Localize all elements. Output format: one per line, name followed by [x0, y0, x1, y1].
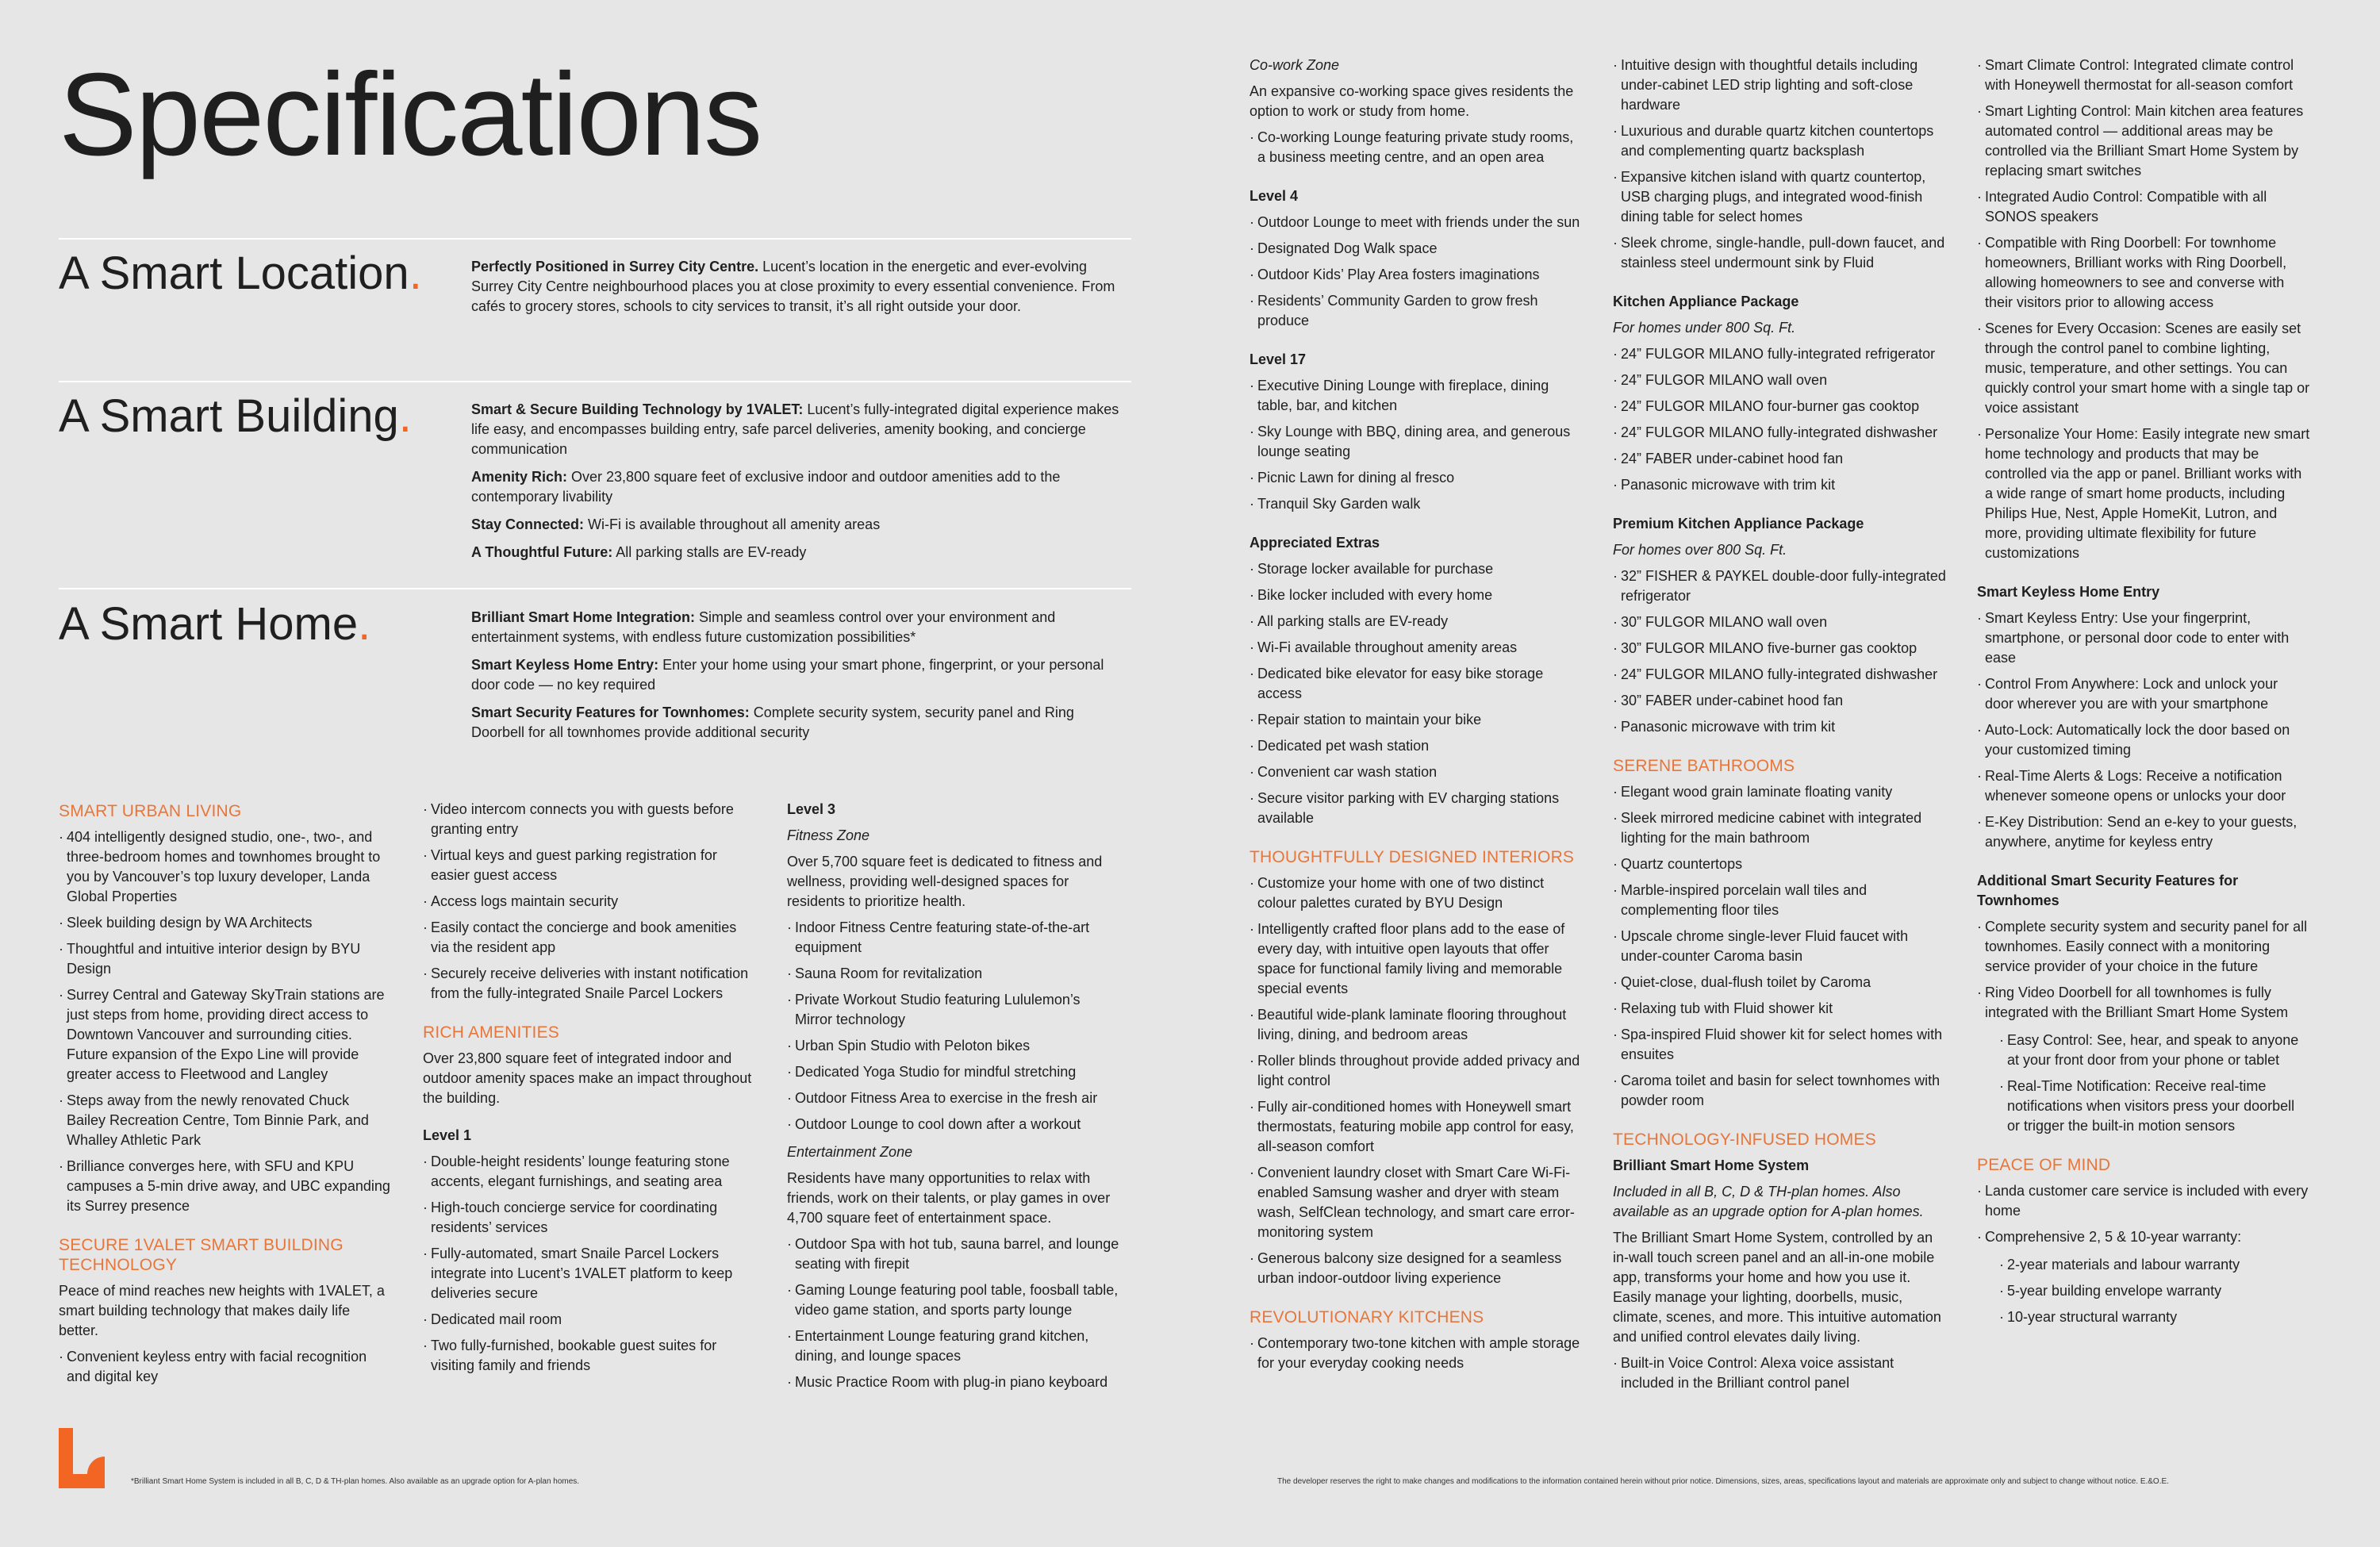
footnote-right: The developer reserves the right to make changes and modifications to the information contained herein without prior notice. Dimensions, sizes, areas, specifications layout and materials are approximate only and subject to change without notice. E.&O.E. — [1277, 1477, 2169, 1486]
intro-text: Lucent’s location in the energetic and ever-evolving Surrey City Centre neighbourhood places you at close proximity to every essential convenience. From cafés to grocery stores, schools to city services to transit, it’s all right outside your door. — [471, 259, 1115, 314]
list-item: · Outdoor Lounge to meet with friends under the sun — [1250, 213, 1583, 232]
list-item: · Outdoor Lounge to cool down after a workout — [787, 1115, 1120, 1134]
italic-subheading: Entertainment Zone — [787, 1144, 913, 1160]
subheading: Premium Kitchen Appliance Package — [1613, 516, 1864, 532]
divider — [59, 238, 1131, 240]
list-item: · Sauna Room for revitalization — [787, 964, 1120, 984]
bullet-list — [1977, 1031, 2310, 1136]
list-item: · Outdoor Fitness Area to exercise in the fresh air — [787, 1088, 1120, 1108]
list-item: · Outdoor Kids’ Play Area fosters imaginations — [1250, 265, 1583, 285]
intro-paragraph — [471, 543, 1130, 562]
list-item: · 2-year materials and labour warranty — [1999, 1255, 2310, 1275]
list-item: · Beautiful wide-plank laminate flooring throughout living, dining, and bedroom areas — [1250, 1005, 1583, 1045]
list-item: · Dedicated Yoga Studio for mindful stretching — [787, 1062, 1120, 1082]
list-item: · Complete security system and security panel for all townhomes. Easily connect with a monitoring service provider of your choice in the future — [1977, 917, 2310, 977]
bullet-list — [1250, 128, 1583, 167]
section-heading: SECURE 1VALET SMART BUILDING TECHNOLOGY — [59, 1236, 344, 1274]
list-item: · 24” FULGOR MILANO fully-integrated dishwasher — [1613, 423, 1946, 443]
spacer — [1250, 522, 1583, 533]
list-item: · 24” FULGOR MILANO four-burner gas cooktop — [1613, 397, 1946, 416]
italic-subheading: Included in all B, C, D & TH-plan homes. Also available as an upgrade option for A-plan homes. — [1613, 1184, 1924, 1219]
intro-text: Enter your home using your smart phone, fingerprint, or your personal door code — no key required — [471, 657, 1104, 693]
intro-lead: Brilliant Smart Home Integration: — [471, 609, 696, 625]
spacer — [423, 1115, 756, 1126]
list-item: · Caroma toilet and basin for select townhomes with powder room — [1613, 1071, 1946, 1111]
intro-paragraph — [471, 257, 1130, 317]
spacer — [1613, 281, 1946, 292]
list-item: · Scenes for Every Occasion: Scenes are easily set through the control panel to combine lighting, music, temperature, and other settings. You can quickly control your smart home with a single tap or voice assistant — [1977, 319, 2310, 418]
bullet-list — [1977, 1181, 2310, 1247]
intro-lead: Smart & Secure Building Technology by 1VALET: — [471, 401, 804, 417]
divider — [59, 588, 1131, 589]
list-item: · Sleek chrome, single-handle, pull-down faucet, and stainless steel undermount sink by Fluid — [1613, 233, 1946, 273]
list-item: · Personalize Your Home: Easily integrate new smart home technology and products that may be controlled via the app or panel. Brilliant works with a wide range of smart home products, including Philips Hue, Nest, Apple HomeKit, Lutron, and more, providing ultimate flexibility for future customizations — [1977, 424, 2310, 563]
list-item: · Real-Time Alerts & Logs: Receive a notification whenever someone opens or unlocks your door — [1977, 766, 2310, 806]
list-item: · Real-Time Notification: Receive real-time notifications when visitors press your doorbell or trigger the built-in motion sensors — [1999, 1077, 2310, 1136]
list-item: · Elegant wood grain laminate floating vanity — [1613, 782, 1946, 802]
spacer — [59, 1224, 392, 1235]
footnote-left: *Brilliant Smart Home System is included in all B, C, D & TH-plan homes. Also available as an upgrade option for A-plan homes. — [131, 1477, 580, 1486]
list-item: · Quartz countertops — [1613, 854, 1946, 874]
list-item: · Roller blinds throughout provide added privacy and light control — [1250, 1051, 1583, 1091]
list-item: · Sleek building design by WA Architects — [59, 913, 392, 933]
paragraph: Residents have many opportunities to relax with friends, work on their talents, or play games in over 4,700 square feet of entertainment space. — [787, 1170, 1111, 1226]
list-item: · 24” FULGOR MILANO fully-integrated refrigerator — [1613, 344, 1946, 364]
page-title: Specifications — [59, 49, 762, 180]
intro-paragraph — [471, 608, 1130, 647]
list-item: · Two fully-furnished, bookable guest suites for visiting family and friends — [423, 1336, 756, 1376]
list-item: · Expansive kitchen island with quartz countertop, USB charging plugs, and integrated wood-finish dining table for select homes — [1613, 167, 1946, 227]
list-item: · Smart Climate Control: Integrated climate control with Honeywell thermostat for all-season comfort — [1977, 56, 2310, 95]
intro-lead: Stay Connected: — [471, 516, 585, 532]
bullet-list — [787, 918, 1120, 1134]
list-item: · Built-in Voice Control: Alexa voice assistant included in the Brilliant control panel — [1613, 1353, 1946, 1393]
list-item: · Relaxing tub with Fluid shower kit — [1613, 999, 1946, 1019]
list-item: · Intelligently crafted floor plans add to the ease of every day, with intuitive open layouts that offer space for functional family living and memorable special events — [1250, 919, 1583, 999]
list-item: · Residents’ Community Garden to grow fresh produce — [1250, 291, 1583, 331]
subheading: Level 3 — [787, 801, 836, 817]
italic-subheading: For homes under 800 Sq. Ft. — [1613, 320, 1796, 336]
spacer — [1977, 1144, 2310, 1155]
paragraph: Over 23,800 square feet of integrated indoor and outdoor amenity spaces make an impact throughout the building. — [423, 1050, 752, 1106]
intro-text: Over 23,800 square feet of exclusive indoor and outdoor amenities add to the contemporary livability — [471, 469, 1061, 505]
intro-lead: Perfectly Positioned in Surrey City Centre. — [471, 259, 759, 274]
list-item: · Compatible with Ring Doorbell: For townhome homeowners, Brilliant works with Ring Doorbell, allowing homeowners to see and converse with their visitors prior to allowing access — [1977, 233, 2310, 313]
list-item: · Entertainment Lounge featuring grand kitchen, dining, and lounge spaces — [787, 1326, 1120, 1366]
list-item: · Panasonic microwave with trim kit — [1613, 475, 1946, 495]
list-item: · Auto-Lock: Automatically lock the door based on your customized timing — [1977, 720, 2310, 760]
bullet-list — [1613, 344, 1946, 495]
spacer — [1977, 571, 2310, 582]
list-item: · Repair station to maintain your bike — [1250, 710, 1583, 730]
section-heading: SMART URBAN LIVING — [59, 802, 242, 820]
list-item: · Ring Video Doorbell for all townhomes is fully integrated with the Brilliant Smart Home System — [1977, 983, 2310, 1023]
bullet-list — [1977, 917, 2310, 1023]
list-item: · Landa customer care service is included with every home — [1977, 1181, 2310, 1221]
list-item: · 32” FISHER & PAYKEL double-door fully-integrated refrigerator — [1613, 566, 1946, 606]
list-item: · Video intercom connects you with guests before granting entry — [423, 800, 756, 839]
bullet-list — [1613, 566, 1946, 737]
list-item: · Quiet-close, dual-flush toilet by Caroma — [1613, 973, 1946, 992]
list-item: · Convenient laundry closet with Smart Care Wi-Fi-enabled Samsung washer and dryer with steam wash, SelfClean technology, and smart care error-monitoring system — [1250, 1163, 1583, 1242]
spacer — [1613, 745, 1946, 756]
section-heading: TECHNOLOGY-INFUSED HOMES — [1613, 1130, 1876, 1149]
list-item: · Easy Control: See, hear, and speak to anyone at your front door from your phone or tablet — [1999, 1031, 2310, 1070]
list-item: · Access logs maintain security — [423, 892, 756, 912]
list-item: · Convenient keyless entry with facial recognition and digital key — [59, 1347, 392, 1387]
list-item: · Smart Lighting Control: Main kitchen area features automated control — additional areas may be controlled via the Brilliant Smart Home System by replacing smart switches — [1977, 102, 2310, 181]
subheading: Level 17 — [1250, 351, 1307, 367]
spec-column-4 — [1250, 56, 1583, 1381]
spec-column-1 — [59, 801, 392, 1395]
list-item: · Urban Spin Studio with Peloton bikes — [787, 1036, 1120, 1056]
list-item: · Upscale chrome single-lever Fluid faucet with under-counter Caroma basin — [1613, 927, 1946, 966]
section-heading: REVOLUTIONARY KITCHENS — [1250, 1308, 1484, 1326]
spec-column-3 — [787, 800, 1120, 1400]
list-item: · Double-height residents’ lounge featuring stone accents, elegant furnishings, and seating area — [423, 1152, 756, 1192]
subheading: Level 1 — [423, 1127, 472, 1143]
intro-lead: Smart Security Features for Townhomes: — [471, 704, 750, 720]
spec-column-2 — [423, 800, 756, 1384]
bullet-list — [1613, 782, 1946, 1111]
paragraph: Peace of mind reaches new heights with 1VALET, a smart building technology that makes daily life better. — [59, 1283, 385, 1338]
subheading: Appreciated Extras — [1250, 535, 1380, 551]
list-item: · Contemporary two-tone kitchen with ample storage for your everyday cooking needs — [1250, 1334, 1583, 1373]
list-item: · Wi-Fi available throughout amenity areas — [1250, 638, 1583, 658]
intro-lead: A Thoughtful Future: — [471, 544, 613, 560]
spacer — [1250, 175, 1583, 186]
list-item: · Dedicated bike elevator for easy bike storage access — [1250, 664, 1583, 704]
list-item: · Sleek mirrored medicine cabinet with integrated lighting for the main bathroom — [1613, 808, 1946, 848]
list-item: · Bike locker included with every home — [1250, 585, 1583, 605]
list-item: · Secure visitor parking with EV charging stations available — [1250, 789, 1583, 828]
intro-lead: Amenity Rich: — [471, 469, 568, 485]
subheading: Brilliant Smart Home System — [1613, 1157, 1810, 1173]
bullet-list — [1613, 56, 1946, 273]
spacer — [1250, 1296, 1583, 1307]
list-item: · Music Practice Room with plug-in piano keyboard — [787, 1372, 1120, 1392]
subheading: Kitchen Appliance Package — [1613, 294, 1799, 309]
list-item: · Integrated Audio Control: Compatible with all SONOS speakers — [1977, 187, 2310, 227]
subheading: Additional Smart Security Features for Townhomes — [1977, 873, 2239, 908]
list-item: · Customize your home with one of two distinct colour palettes curated by BYU Design — [1250, 873, 1583, 913]
smart-building-heading: A Smart Building. — [59, 390, 412, 442]
list-item: · 404 intelligently designed studio, one-, two-, and three-bedroom homes and townhomes brought to you by Vancouver’s top luxury developer, Landa Global Properties — [59, 827, 392, 907]
list-item: · Dedicated mail room — [423, 1310, 756, 1330]
italic-subheading: Fitness Zone — [787, 827, 870, 843]
intro-text: Wi-Fi is available throughout all amenity areas — [584, 516, 881, 532]
list-item: · Luxurious and durable quartz kitchen countertops and complementing quartz backsplash — [1613, 121, 1946, 161]
bullet-list — [1250, 1334, 1583, 1373]
intro-lead: Smart Keyless Home Entry: — [471, 657, 659, 673]
intro-paragraph — [471, 467, 1130, 507]
list-item: · Virtual keys and guest parking registration for easier guest access — [423, 846, 756, 885]
list-item: · 24” FULGOR MILANO wall oven — [1613, 370, 1946, 390]
intro-paragraph — [471, 515, 1130, 535]
bullet-list — [423, 800, 756, 1004]
bullet-list — [59, 827, 392, 1216]
landa-logo-icon — [59, 1428, 105, 1488]
list-item: · Easily contact the concierge and book amenities via the resident app — [423, 918, 756, 958]
spec-column-5 — [1613, 56, 1946, 1401]
italic-subheading: For homes over 800 Sq. Ft. — [1613, 542, 1787, 558]
list-item: · Tranquil Sky Garden walk — [1250, 494, 1583, 514]
bullet-list — [59, 1347, 392, 1387]
list-item: · 30” FULGOR MILANO five-burner gas cooktop — [1613, 639, 1946, 658]
list-item: · Brilliance converges here, with SFU and KPU campuses a 5-min drive away, and UBC expanding its Surrey presence — [59, 1157, 392, 1216]
bullet-list — [1250, 873, 1583, 1288]
italic-subheading: Co-work Zone — [1250, 57, 1340, 73]
list-item: · Smart Keyless Entry: Use your fingerprint, smartphone, or personal door code to enter with ease — [1977, 608, 2310, 668]
list-item: · Convenient car wash station — [1250, 762, 1583, 782]
spacer — [423, 1012, 756, 1023]
bullet-list — [1613, 1353, 1946, 1393]
smart-home-heading: A Smart Home. — [59, 598, 371, 650]
list-item: · Intuitive design with thoughtful details including under-cabinet LED strip lighting and soft-close hardware — [1613, 56, 1946, 115]
list-item: · Panasonic microwave with trim kit — [1613, 717, 1946, 737]
paragraph: An expansive co-working space gives residents the option to work or study from home. — [1250, 83, 1574, 119]
list-item: · Fully air-conditioned homes with Honeywell smart thermostats, featuring mobile app control for easy, all-season comfort — [1250, 1097, 1583, 1157]
subheading: Level 4 — [1250, 188, 1299, 204]
intro-paragraph — [471, 703, 1130, 743]
smart-home-description — [471, 608, 1130, 750]
paragraph: Over 5,700 square feet is dedicated to fitness and wellness, providing well-designed spaces for residents to prioritize health. — [787, 854, 1103, 909]
list-item: · Indoor Fitness Centre featuring state-of-the-art equipment — [787, 918, 1120, 958]
list-item: · Picnic Lawn for dining al fresco — [1250, 468, 1583, 488]
list-item: · Securely receive deliveries with instant notification from the fully-integrated Snaile Parcel Lockers — [423, 964, 756, 1004]
intro-text: Complete security system, security panel and Ring Doorbell for all townhomes provide additional security — [471, 704, 1074, 740]
list-item: · Co-working Lounge featuring private study rooms, a business meeting centre, and an open area — [1250, 128, 1583, 167]
list-item: · Spa-inspired Fluid shower kit for select homes with ensuites — [1613, 1025, 1946, 1065]
section-heading: THOUGHTFULLY DESIGNED INTERIORS — [1250, 848, 1575, 866]
list-item: · 30” FABER under-cabinet hood fan — [1613, 691, 1946, 711]
list-item: · Fully-automated, smart Snaile Parcel Lockers integrate into Lucent’s 1VALET platform to keep deliveries secure — [423, 1244, 756, 1303]
list-item: · All parking stalls are EV-ready — [1250, 612, 1583, 631]
spacer — [1613, 1119, 1946, 1130]
section-heading: SERENE BATHROOMS — [1613, 757, 1795, 775]
list-item: · Surrey Central and Gateway SkyTrain stations are just steps from home, providing direct access to Downtown Vancouver and surrounding cities. Future expansion of the Expo Line will provide greater access to Fleetwood and Langley — [59, 985, 392, 1084]
bullet-list — [423, 1152, 756, 1376]
bullet-list — [1977, 56, 2310, 563]
spacer — [1613, 503, 1946, 514]
list-item: · Thoughtful and intuitive interior design by BYU Design — [59, 939, 392, 979]
bullet-list — [1977, 1255, 2310, 1327]
bullet-list — [1250, 376, 1583, 514]
paragraph: The Brilliant Smart Home System, controlled by an in-wall touch screen panel and an all-in-one mobile app, transforms your home and how you use it. Easily manage your lighting, doorbells, music, climate, scenes, and more. This intuitive automation and unified control elevates daily living. — [1613, 1230, 1941, 1345]
bullet-list — [1977, 608, 2310, 852]
list-item: · Executive Dining Lounge with fireplace, dining table, bar, and kitchen — [1250, 376, 1583, 416]
list-item: · E-Key Distribution: Send an e-key to your guests, anywhere, anytime for keyless entry — [1977, 812, 2310, 852]
intro-text: Simple and seamless control over your environment and entertainment systems, with endless future customization possibilities* — [471, 609, 1056, 645]
smart-location-description — [471, 257, 1130, 324]
list-item: · Dedicated pet wash station — [1250, 736, 1583, 756]
list-item: · 24” FABER under-cabinet hood fan — [1613, 449, 1946, 469]
intro-paragraph — [471, 655, 1130, 695]
list-item: · 30” FULGOR MILANO wall oven — [1613, 612, 1946, 632]
list-item: · Outdoor Spa with hot tub, sauna barrel, and lounge seating with firepit — [787, 1234, 1120, 1274]
list-item: · Gaming Lounge featuring pool table, foosball table, video game station, and sports party lounge — [787, 1280, 1120, 1320]
bullet-list — [1250, 559, 1583, 828]
list-item: · 24” FULGOR MILANO fully-integrated dishwasher — [1613, 665, 1946, 685]
list-item: · Designated Dog Walk space — [1250, 239, 1583, 259]
list-item: · Control From Anywhere: Lock and unlock your door wherever you are with your smartphone — [1977, 674, 2310, 714]
smart-building-description — [471, 400, 1130, 570]
list-item: · High-touch concierge service for coordinating residents’ services — [423, 1198, 756, 1238]
intro-text: All parking stalls are EV-ready — [612, 544, 807, 560]
list-item: · Storage locker available for purchase — [1250, 559, 1583, 579]
spec-column-6 — [1977, 56, 2310, 1335]
list-item: · 10-year structural warranty — [1999, 1307, 2310, 1327]
section-heading: PEACE OF MIND — [1977, 1156, 2111, 1174]
spacer — [1977, 860, 2310, 871]
divider — [59, 381, 1131, 382]
list-item: · Steps away from the newly renovated Chuck Bailey Recreation Centre, Tom Binnie Park, and Whalley Athletic Park — [59, 1091, 392, 1150]
list-item: · Comprehensive 2, 5 & 10-year warranty: — [1977, 1227, 2310, 1247]
spacer — [1250, 339, 1583, 350]
list-item: · Sky Lounge with BBQ, dining area, and generous lounge seating — [1250, 422, 1583, 462]
subheading: Smart Keyless Home Entry — [1977, 584, 2160, 600]
smart-location-heading: A Smart Location. — [59, 248, 422, 299]
list-item: · Private Workout Studio featuring Lululemon’s Mirror technology — [787, 990, 1120, 1030]
list-item: · 5-year building envelope warranty — [1999, 1281, 2310, 1301]
spacer — [1250, 836, 1583, 847]
list-item: · Generous balcony size designed for a seamless urban indoor-outdoor living experience — [1250, 1249, 1583, 1288]
section-heading: RICH AMENITIES — [423, 1023, 559, 1042]
intro-text: Lucent’s fully-integrated digital experience makes life easy, and encompasses building entry, safe parcel deliveries, amenity booking, and concierge communication — [471, 401, 1119, 457]
bullet-list — [1250, 213, 1583, 331]
intro-paragraph — [471, 400, 1130, 459]
bullet-list — [787, 1234, 1120, 1392]
list-item: · Marble-inspired porcelain wall tiles and complementing floor tiles — [1613, 881, 1946, 920]
